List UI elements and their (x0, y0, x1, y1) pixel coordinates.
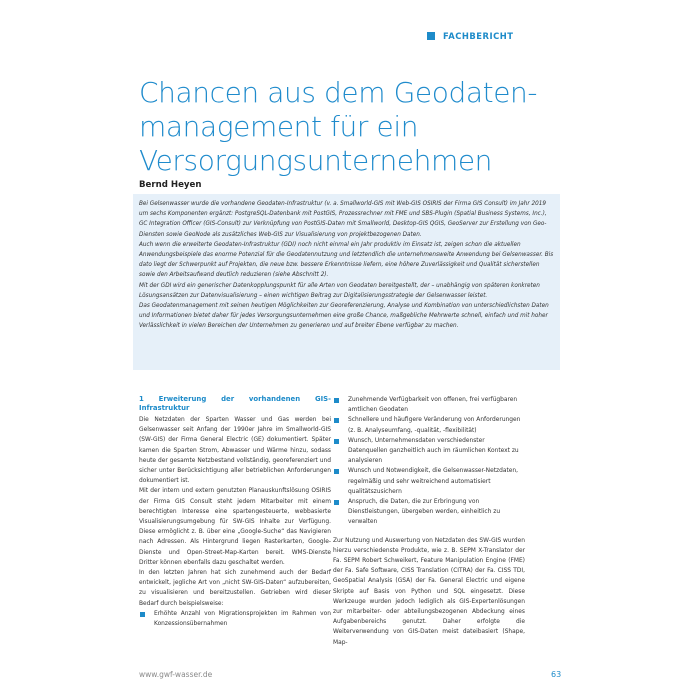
section-label (427, 31, 513, 41)
list-item-text: Anspruch, die Daten, die zur Erbringung von Dienstleistungen, übergeben werden, einheitlich zu verwalten (348, 499, 501, 526)
list-item-text: Wunsch und Notwendigkeit, die Gelsenwasser-Netzdaten, regelmäßig und sehr weitreichend automatisiert qualitätszusichern (348, 468, 519, 495)
list-item (333, 466, 525, 497)
bullet-list (139, 609, 331, 629)
list-item (333, 436, 525, 467)
body-paragraph: Die Netzdaten der Sparten Wasser und Gas werden bei Gelsenwasser seit Anfang der 1990er Jahre im Smallworld-GIS (SW-GIS) der Firma General Electric (GE) dokumentiert. Später kamen die Sparten Strom, Abwasser und Wärme hinzu, sodass heute der gesamte Netzbestand vollständig, georeferenziert und sicher unter Berücksichtigung aller betrieblichen Anforderungen dokumentiert ist. (139, 417, 331, 485)
abstract-paragraph: Mit der GDI wird ein generischer Datenkopplungspunkt für alle Arten von Geodaten bereitgestellt, der – unabhängig von späteren konkreten Lösungsansätzen zur Datenvisualisierung – einen wichtigen Beitrag zur Digitalisierungsstrategie der Gelsenwasser leistet. (139, 282, 540, 299)
section-label-text: FACHBERICHT (443, 31, 514, 41)
body-paragraph: Mit der intern und extern genutzten Planauskunftslösung OSIRIS der Firma GIS Consult steht jedem Mitarbeiter mit einem berechtigten Interesse eine spartengesteuerte, webbasierte Visualisierungsumgebung für SW-GIS Inhalte zur Verfügung. Diese ermöglicht z. B. über eine „Google-Suche“ das Navigieren nach Adressen. Als Hintergrund liegen Rasterkarten, Google-Dienste und Open-Street-Map-Karten bereit. WMS-Dienste Dritter können ebenfalls dazu geschaltet werden. (139, 488, 331, 566)
square-bullet-icon (334, 398, 339, 403)
footer-url: www.gwf-wasser.de (139, 670, 213, 679)
right-column (333, 395, 525, 648)
title-line: Chancen aus dem Geodaten- (139, 76, 538, 109)
title-line: management für ein (139, 110, 419, 143)
section-heading: 1 Erweiterung der vorhandenen GIS-Infrastruktur (139, 395, 331, 412)
abstract-box (133, 194, 560, 370)
title-line: Versorgungsunternehmen (139, 144, 493, 177)
square-bullet-icon (334, 439, 339, 444)
abstract-paragraph: Bei Gelsenwasser wurde die vorhandene Geodaten-Infrastruktur (v. a. Smallworld-GIS mit Web-GIS OSIRIS der Firma GIS Consult) im Jahr 2019 um sechs Komponenten ergänzt: PostgreSQL-Datenbank mit PostGIS, Prozessrechner mit FME und SBS-Plugin (Spatial Business Systems, Inc.), GC Integration Officer (GIS-Consult) zur Verknüpfung von PostGIS-Daten mit Smallworld, Desktop-GIS QGIS, GeoServer zur Erstellung von Geo-Diensten sowie GeoNode als zusätzliches Web-GIS zur Visualisierung von projektbezogenen Daten. (139, 201, 547, 238)
square-bullet-icon (427, 32, 435, 40)
abstract-paragraph: Das Geodatenmanagement mit seinen heutigen Möglichkeiten zur Georeferenzierung, Analyse und Kombination von unterschiedlichsten Daten und Informationen bietet daher für jedes Versorgungsunternehmen eine große Chance, maßgebliche Mehrwerte schnell, einfach und mit hoher Verlässlichkeit in vielen Bereichen der Unternehmen zu generieren und auf breiter Ebene verfügbar zu machen. (139, 303, 549, 330)
list-item-text: Erhöhte Anzahl von Migrationsprojekten im Rahmen von Konzessionsübernahmen (154, 610, 331, 628)
square-bullet-icon (334, 418, 339, 423)
list-item (333, 415, 525, 435)
list-item-text: Zunehmende Verfügbarkeit von offenen, frei verfügbaren amtlichen Geodaten (348, 397, 518, 414)
spacer (333, 528, 525, 536)
article-title (139, 76, 599, 178)
body-paragraph: Zur Nutzung und Auswertung von Netzdaten des SW-GIS wurden hierzu verschiedenste Produkte, wie z. B. SEPM X-Translator der Fa. SEPM Robert Schweikert, Feature Manipulation Engine (FME) der Fa. Safe Software, CISS Translation (CITRA) der Fa. CISS TDI, GeoSpatial Analysis (GSA) der Fa. General Electric und eigene Skripte auf Basis von Python und SQL eingesetzt. Diese Werkzeuge wurden jedoch lediglich als GIS-Expertenlösungen zur mitarbeiter- oder abteilungsbezogenen Abdeckung eines Aufgabenbereichs genutzt. Daher erfolgte die Weiterverwendung von GIS-Daten meist dateibasiert (Shape, Map- (333, 537, 525, 646)
body-paragraph: In den letzten Jahren hat sich zunehmend auch der Bedarf entwickelt, jegliche Art von „nicht SW-GIS-Daten“ aufzubereiten, zu visualisieren und bereitzustellen. Getrieben wird dieser Bedarf durch beispielsweise: (139, 570, 331, 607)
list-item (333, 395, 525, 415)
list-item-text: Schnellere und häufigere Veränderung von Anforderungen (z. B. Analyseumfang, -qualität, -flexibilität) (348, 417, 521, 434)
square-bullet-icon (334, 500, 339, 505)
abstract-paragraph: Auch wenn die erweiterte Geodaten-Infrastruktur (GDI) noch nicht einmal ein Jahr produktiv im Einsatz ist, zeigen schon die aktuellen Anwendungsbeispiele das enorme Potenzial für die Geodatennutzung und letztendlich die unternehmensweite Anwendung bei Gelsenwasser. Bis dato liegt der Schwerpunkt auf Projekten, die neue bzw. bessere Erkenntnisse liefern, eine höhere Zuverlässigkeit und Qualität sicherstellen sowie den Arbeitsaufwand deutlich reduzieren (siehe Abschnitt 2). (139, 241, 554, 279)
list-item (333, 497, 525, 528)
square-bullet-icon (140, 612, 145, 617)
list-item-text: Wunsch, Unternehmensdaten verschiedenster Datenquellen ganzheitlich auch im räumlichen Kontext zu analysieren (348, 437, 519, 465)
list-item (139, 609, 331, 629)
author-name: Bernd Heyen (139, 180, 202, 190)
left-column (139, 395, 331, 629)
bullet-list (333, 395, 525, 528)
square-bullet-icon (334, 469, 339, 474)
page-number: 63 (551, 670, 562, 679)
